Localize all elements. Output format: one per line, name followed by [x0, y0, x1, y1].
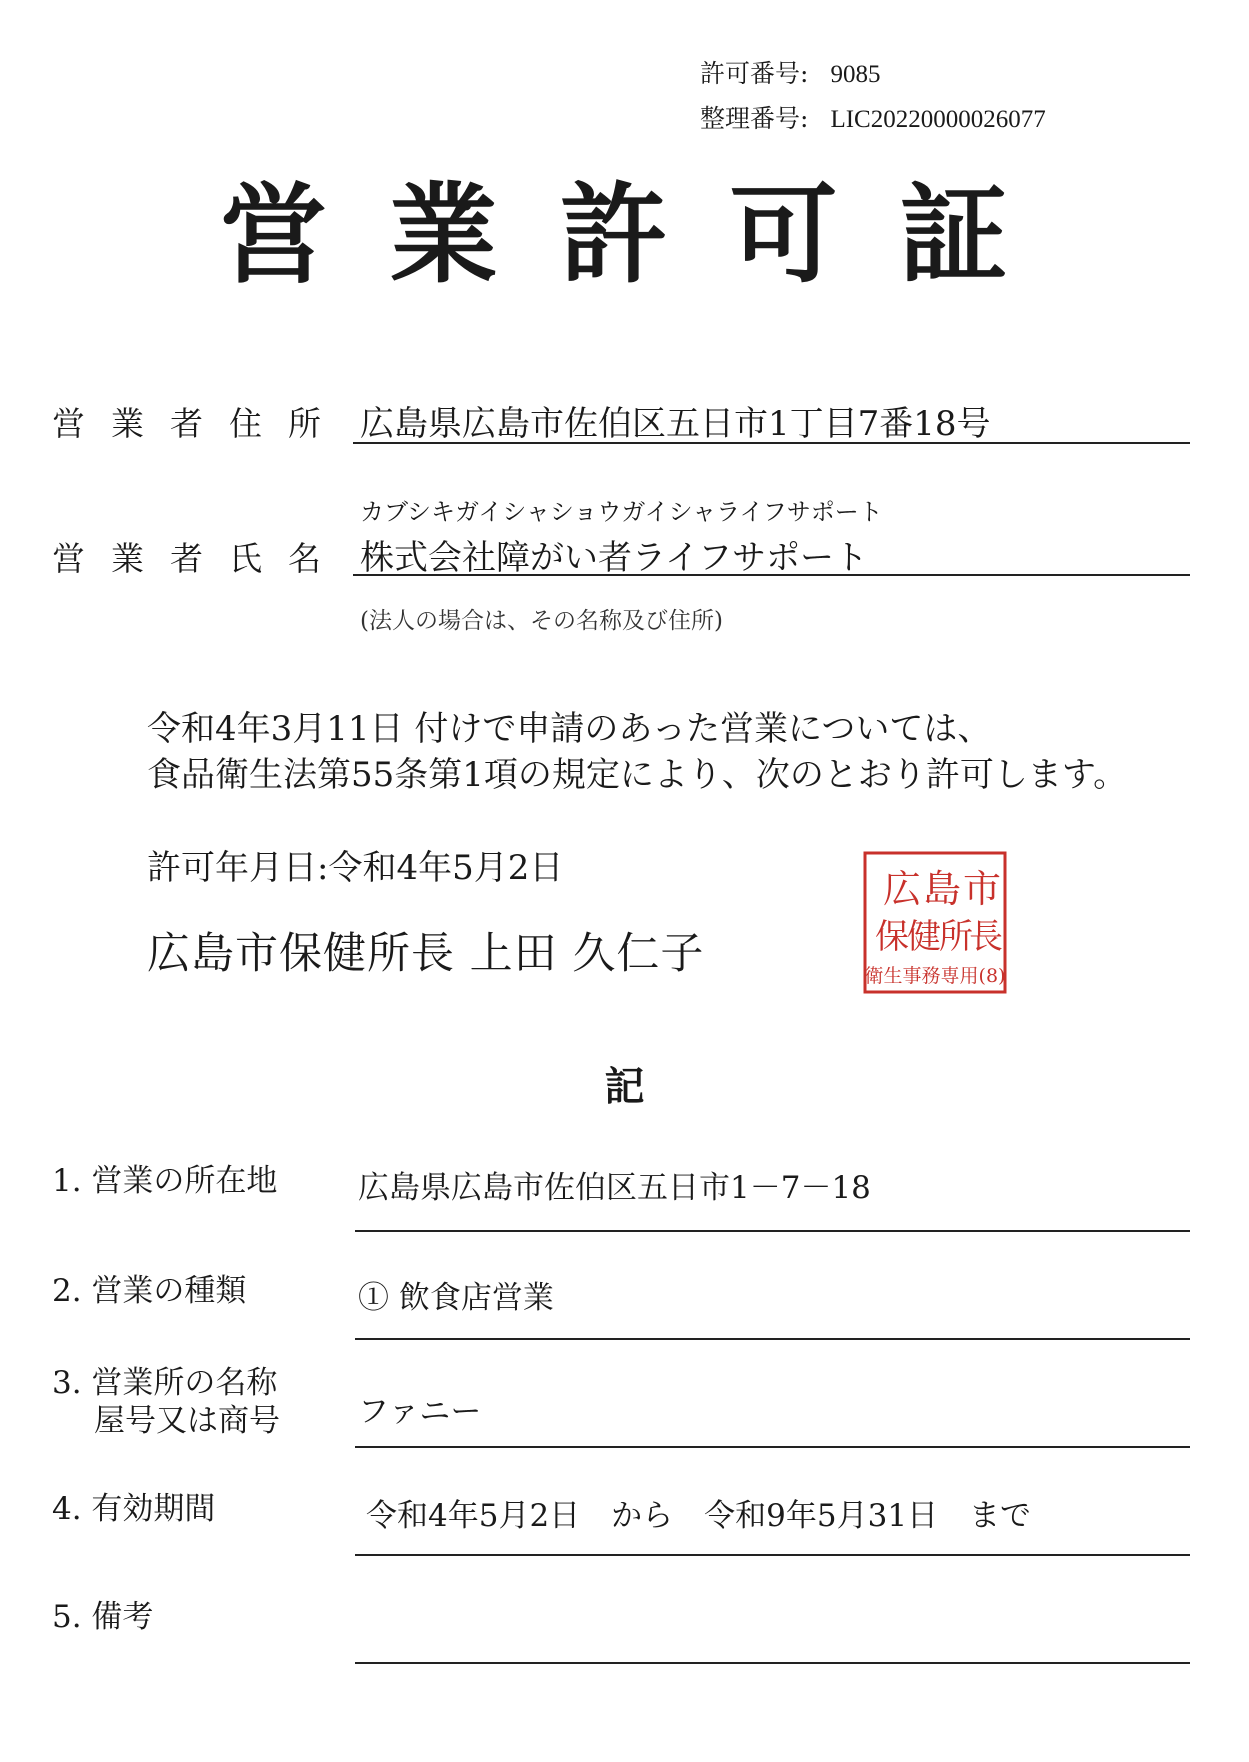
statement-line-2: 食品衛生法第55条第1項の規定により、次のとおり許可します。: [147, 755, 1128, 795]
seal-char-5: 健: [907, 917, 941, 957]
reference-number-row: [700, 97, 1046, 142]
document-title: 営業許可証: [219, 172, 1070, 298]
item-name-label: [52, 1364, 280, 1440]
name-underline: [353, 574, 1190, 576]
address-value: 広島県広島市佐伯区五日市1丁目7番18号: [360, 404, 991, 444]
seal-char-6: 所: [939, 917, 973, 957]
item-name-label-line-1: 3. 営業所の名称: [52, 1365, 278, 1401]
address-underline: [353, 442, 1190, 444]
permit-date: 許可年月日:令和4年5月2日: [147, 848, 564, 888]
item-location-underline: [355, 1230, 1190, 1232]
seal-char-4: 保: [875, 917, 909, 957]
item-validity-underline: [355, 1554, 1190, 1556]
reference-number-value: LIC20220000026077: [830, 106, 1046, 133]
item-type-underline: [355, 1338, 1190, 1340]
statement-line-1: 令和4年3月11日 付けで申請のあった営業については、: [147, 709, 992, 749]
item-type-label: 2. 営業の種類: [52, 1273, 247, 1309]
item-name-underline: [355, 1446, 1190, 1448]
seal-subtext: 衛生事務専用(8): [864, 965, 1006, 987]
seal-char-1: 広: [882, 867, 922, 911]
item-location-value: 広島県広島市佐伯区五日市1－7－18: [358, 1170, 871, 1206]
address-label: 営業者住所: [52, 404, 347, 443]
seal-char-2: 島: [922, 867, 962, 911]
name-kana: カブシキガイシャショウガイシャライフサポート: [360, 498, 883, 526]
item-validity-label: 4. 有効期間: [52, 1491, 216, 1527]
item-location-label: 1. 営業の所在地: [52, 1163, 278, 1199]
permit-number-value: 9085: [830, 61, 881, 88]
item-type-value: ① 飲食店営業: [358, 1280, 554, 1316]
item-name-label-line-2: 屋号又は商号: [94, 1403, 280, 1439]
reference-number-label: 整理番号:: [700, 104, 809, 133]
name-label: 営業者氏名: [52, 539, 347, 578]
permit-number-row: [700, 52, 1046, 97]
item-name-value: ファニー: [358, 1394, 482, 1430]
permit-number-block: [700, 52, 1046, 142]
seal-char-3: 市: [962, 867, 1002, 911]
name-value: 株式会社障がい者ライフサポート: [360, 538, 868, 578]
permit-number-label: 許可番号:: [700, 59, 809, 88]
official-seal: [862, 850, 1008, 995]
corporate-note: (法人の場合は、その名称及び住所): [360, 608, 723, 634]
issuer-name: 広島市保健所長 上田 久仁子: [147, 929, 705, 979]
item-validity-value: 令和4年5月2日 から 令和9年5月31日 まで: [366, 1498, 1032, 1534]
item-remarks-label: 5. 備考: [52, 1599, 154, 1635]
ki-heading: 記: [604, 1063, 645, 1110]
permit-statement: [147, 706, 1127, 798]
seal-char-7: 長: [969, 917, 1003, 957]
item-remarks-underline: [355, 1662, 1190, 1664]
